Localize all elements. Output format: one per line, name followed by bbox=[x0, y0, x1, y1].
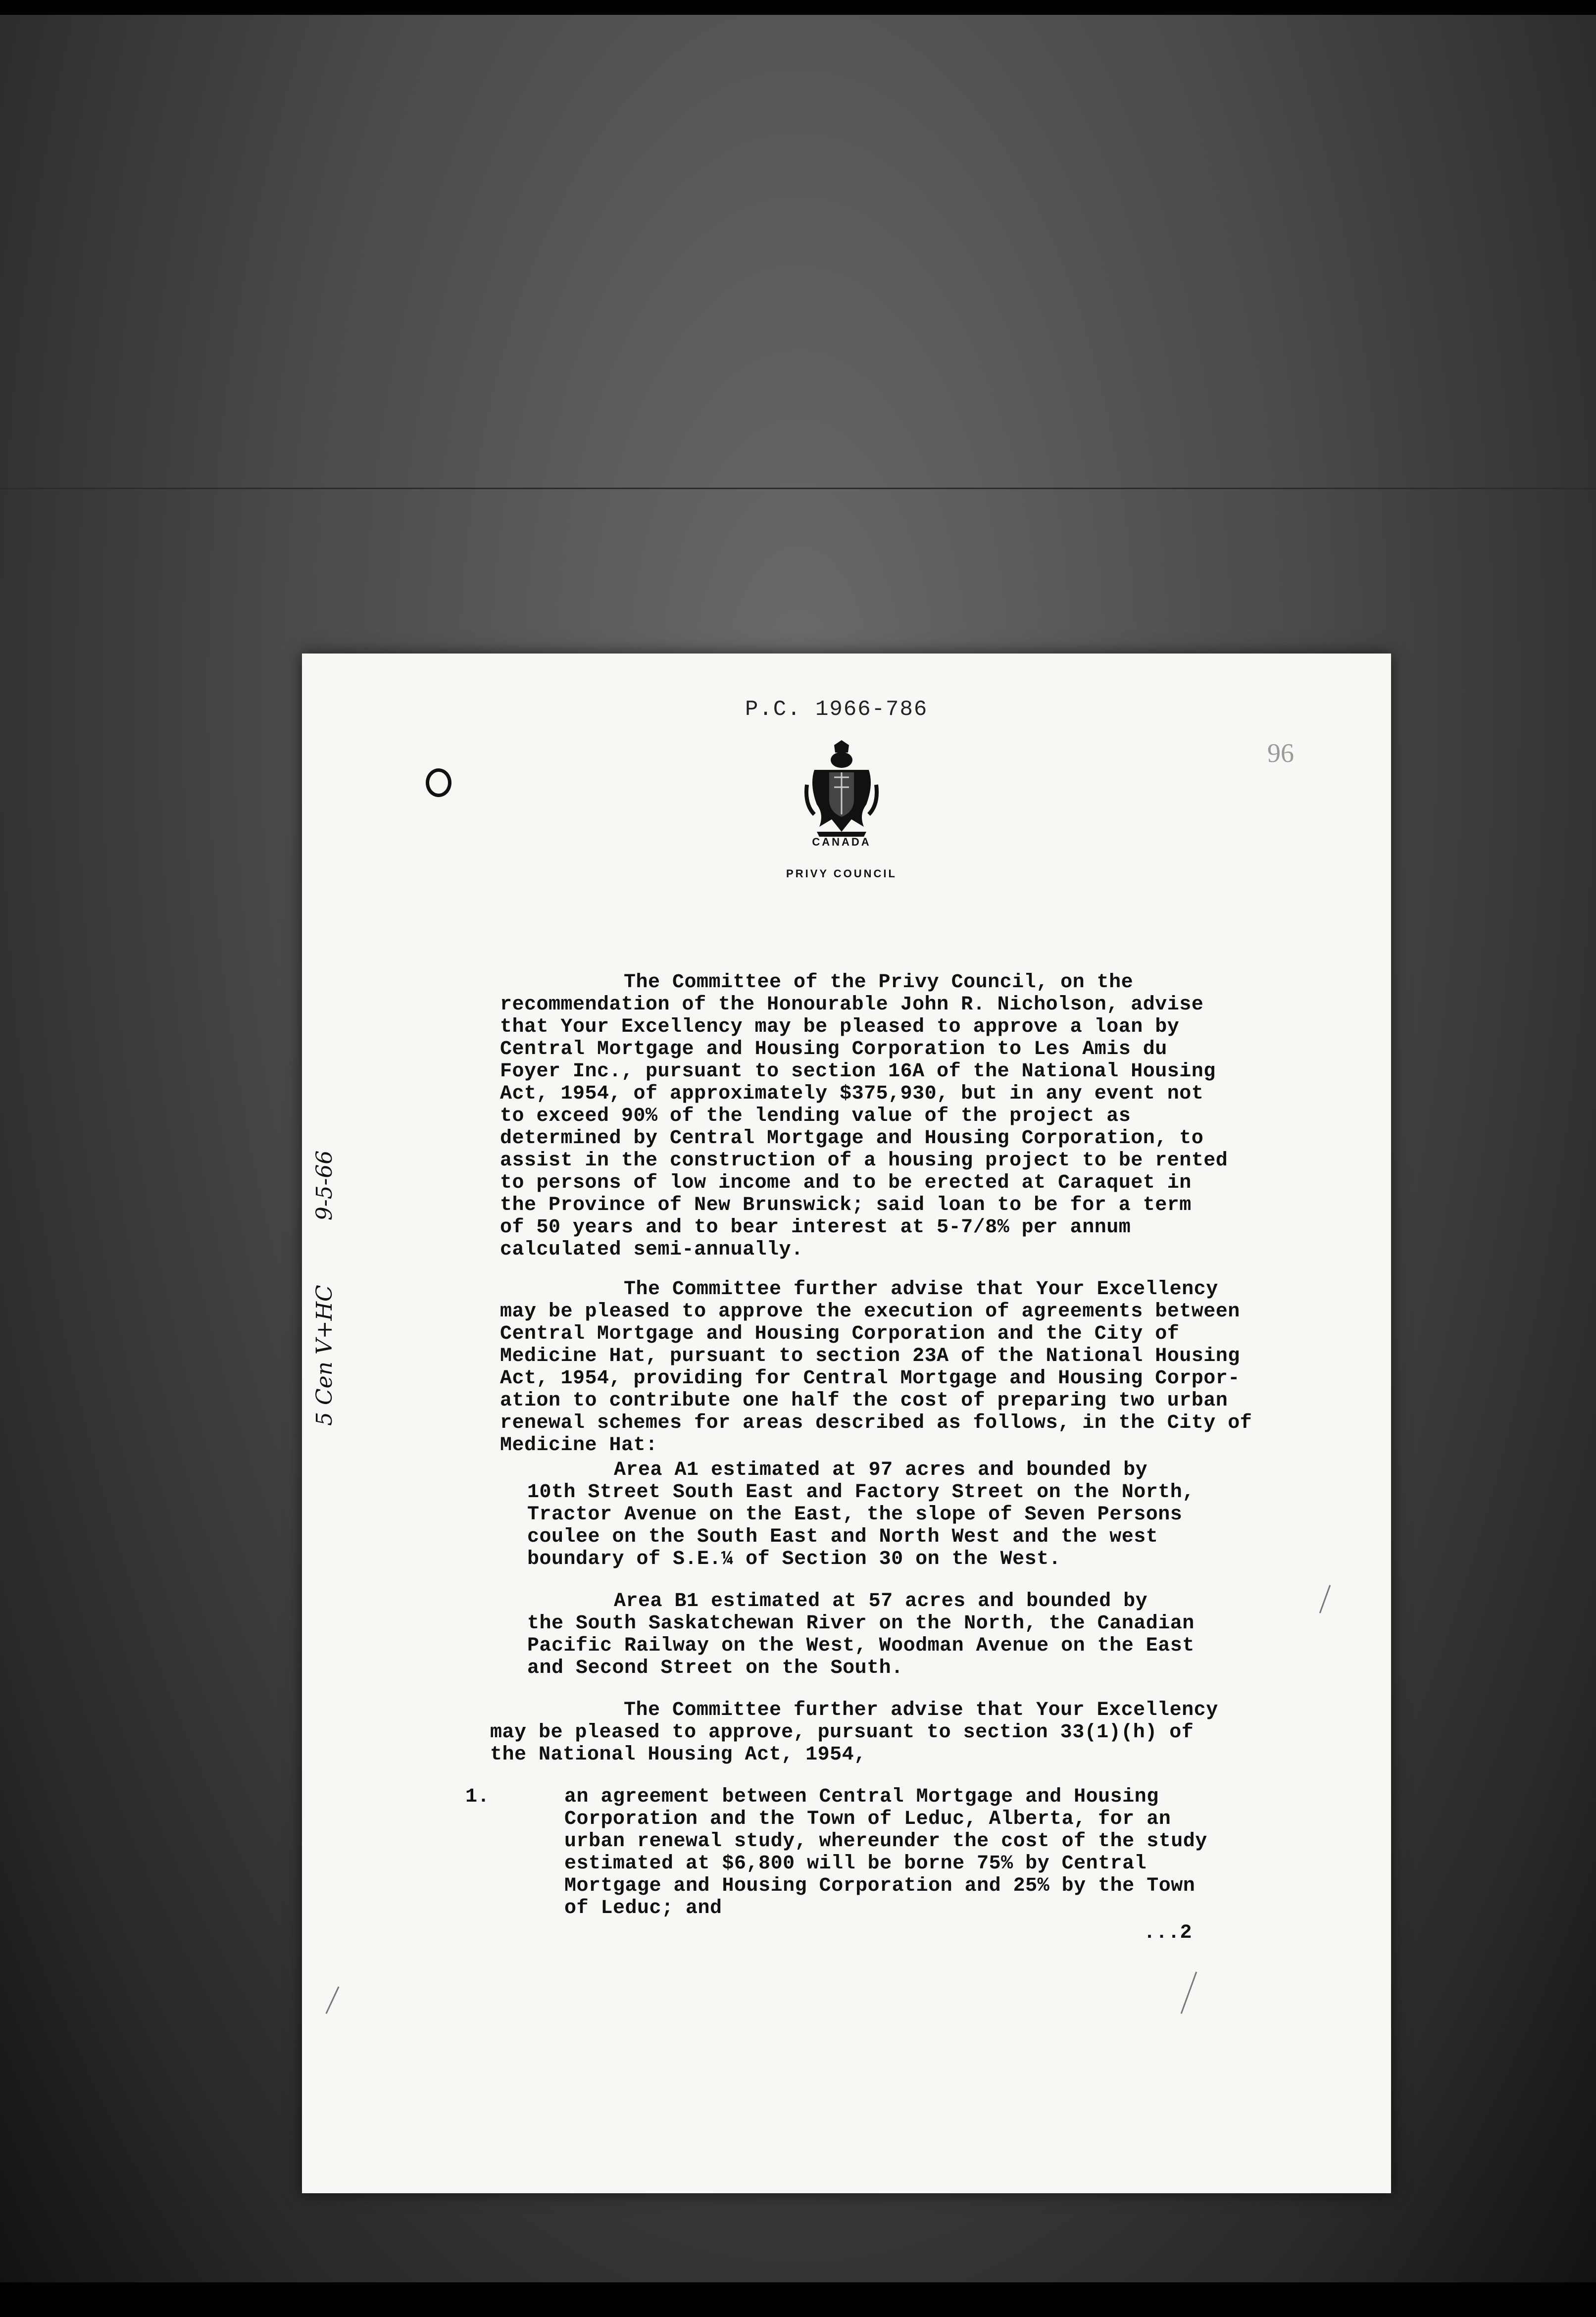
text-line: Central Mortgage and Housing Corporation and the City of bbox=[500, 1323, 1180, 1345]
text-line: the National Housing Act, 1954, bbox=[490, 1744, 866, 1766]
continued-marker: ...2 bbox=[1144, 1922, 1193, 1944]
text-line: Act, 1954, providing for Central Mortgage and Housing Corpor- bbox=[500, 1367, 1240, 1390]
text-line: of 50 years and to bear interest at 5-7/8% per annum bbox=[500, 1216, 1131, 1239]
text-line: determined by Central Mortgage and Housing Corporation, to bbox=[500, 1127, 1204, 1150]
document-page bbox=[302, 654, 1391, 2193]
handwritten-margin-note bbox=[312, 1040, 347, 1426]
text-line: coulee on the South East and North West and the west bbox=[527, 1526, 1158, 1548]
text-line: and Second Street on the South. bbox=[527, 1657, 903, 1679]
text-line: to exceed 90% of the lending value of the project as bbox=[500, 1105, 1131, 1127]
text-line: Area B1 estimated at 57 acres and bounded by bbox=[614, 1590, 1148, 1612]
text-line: 10th Street South East and Factory Street on the North, bbox=[527, 1481, 1195, 1504]
text-line: to persons of low income and to be erected at Caraquet in bbox=[500, 1172, 1192, 1194]
text-line: may be pleased to approve the execution of agreements between bbox=[500, 1301, 1240, 1323]
frame-divider bbox=[0, 488, 1596, 489]
page-stamp-number: 96 bbox=[1267, 738, 1294, 768]
text-line: The Committee of the Privy Council, on the bbox=[624, 971, 1134, 994]
privy-council-label: PRIVY COUNCIL bbox=[786, 867, 897, 880]
list-item-number: 1. bbox=[465, 1786, 490, 1808]
text-line: renewal schemes for areas described as follows, in the City of bbox=[500, 1412, 1252, 1434]
text-line: The Committee further advise that Your Excellency bbox=[624, 1699, 1218, 1721]
text-line: recommendation of the Honourable John R. Nicholson, advise bbox=[500, 994, 1204, 1016]
order-number: P.C. 1966-786 bbox=[745, 697, 928, 722]
coat-of-arms-icon bbox=[804, 740, 879, 839]
pencil-mark bbox=[1319, 1585, 1331, 1613]
text-line: boundary of S.E.¼ of Section 30 on the West. bbox=[527, 1548, 1061, 1570]
text-line: assist in the construction of a housing project to be rented bbox=[500, 1150, 1228, 1172]
text-line: Tractor Avenue on the East, the slope of Seven Persons bbox=[527, 1504, 1183, 1526]
text-line: an agreement between Central Mortgage and Housing bbox=[564, 1786, 1159, 1808]
text-line: Pacific Railway on the West, Woodman Avenue on the East bbox=[527, 1635, 1195, 1657]
margin-note-text: 5 Cen V+HC bbox=[312, 1285, 337, 1426]
text-line: ation to contribute one half the cost of preparing two urban bbox=[500, 1390, 1228, 1412]
text-line: Foyer Inc., pursuant to section 16A of the National Housing bbox=[500, 1060, 1216, 1083]
text-line: The Committee further advise that Your Excellency bbox=[624, 1278, 1218, 1301]
text-line: estimated at $6,800 will be borne 75% by Central bbox=[564, 1853, 1147, 1875]
text-line: of Leduc; and bbox=[564, 1897, 722, 1919]
film-edge-bottom bbox=[0, 2282, 1596, 2317]
text-line: Area A1 estimated at 97 acres and bounded by bbox=[614, 1459, 1148, 1481]
text-line: the Province of New Brunswick; said loan to be for a term bbox=[500, 1194, 1192, 1216]
film-edge-top bbox=[0, 0, 1596, 15]
canada-label: CANADA bbox=[812, 836, 871, 848]
text-line: calculated semi-annually. bbox=[500, 1239, 803, 1261]
text-line: Act, 1954, of approximately $375,930, but in any event not bbox=[500, 1083, 1204, 1105]
text-line: Medicine Hat, pursuant to section 23A of the National Housing bbox=[500, 1345, 1240, 1367]
text-line: that Your Excellency may be pleased to approve a loan by bbox=[500, 1016, 1180, 1038]
pencil-mark bbox=[1181, 1971, 1197, 2014]
text-line: Corporation and the Town of Leduc, Alberta, for an bbox=[564, 1808, 1171, 1830]
text-line: Mortgage and Housing Corporation and 25% by the Town bbox=[564, 1875, 1196, 1897]
punch-hole-icon bbox=[426, 768, 451, 797]
text-line: the South Saskatchewan River on the North, the Canadian bbox=[527, 1612, 1195, 1635]
text-line: Medicine Hat: bbox=[500, 1434, 658, 1457]
text-line: may be pleased to approve, pursuant to section 33(1)(h) of bbox=[490, 1721, 1194, 1744]
margin-note-date: 9-5-66 bbox=[312, 1150, 337, 1221]
text-line: urban renewal study, whereunder the cost of the study bbox=[564, 1830, 1207, 1853]
pencil-mark bbox=[325, 1986, 339, 2014]
text-line: Central Mortgage and Housing Corporation to Les Amis du bbox=[500, 1038, 1167, 1060]
